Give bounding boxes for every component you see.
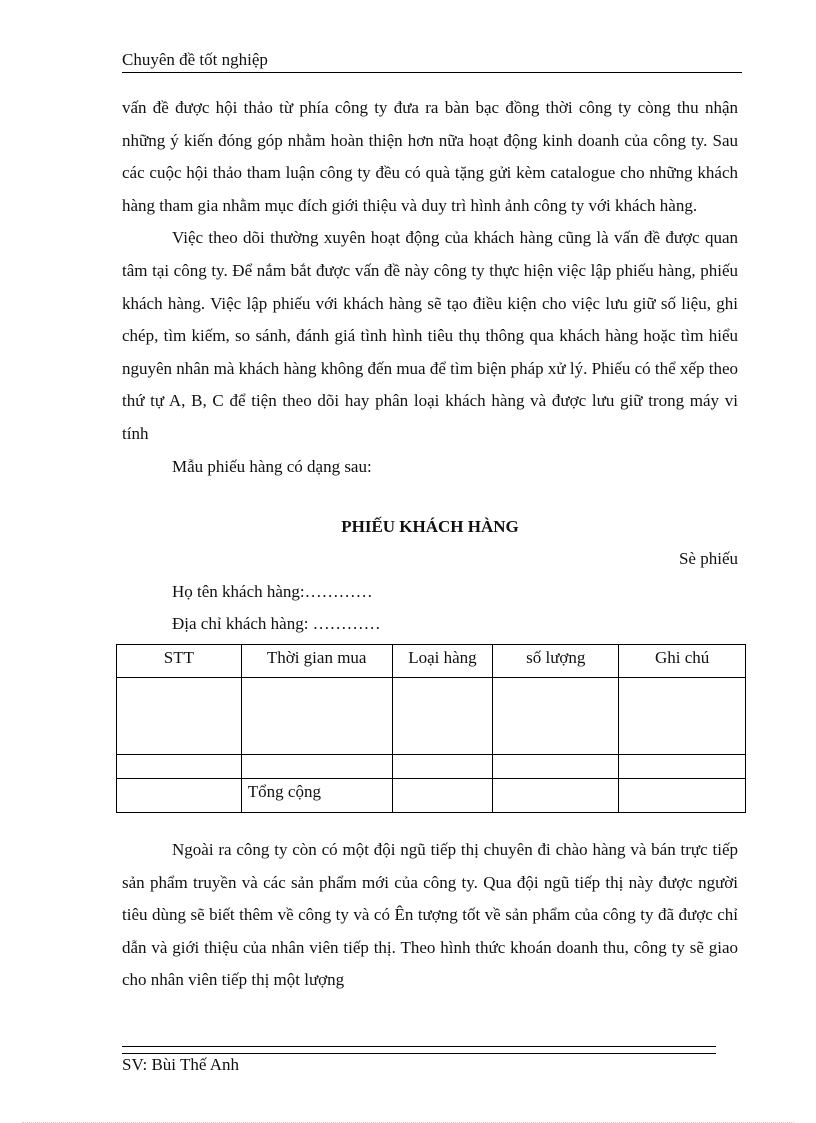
column-header-quantity: số lượng (493, 645, 619, 678)
table-cell (619, 678, 746, 755)
table-total-row (117, 779, 746, 813)
body-text-top (122, 92, 738, 483)
table-cell (392, 779, 493, 813)
paragraph: Việc theo dõi thường xuyên hoạt động của khách hàng cũng là vấn đề được quan tâm tại công ty. Để nắm bắt được vấn đề này công ty thực hiện việc lập phiếu hàng, phiếu khách hàng. Việc lập phiếu với khách hàng sẽ tạo điều kiện cho việc lưu giữ số liệu, ghi chép, tìm kiếm, so sánh, đánh giá tình hình tiêu thụ thông qua khách hàng hoặc tìm hiểu nguyên nhân mà khách hàng không đến mua để tìm biện pháp xử lý. Phiếu có thể xếp theo thứ tự A, B, C để tiện theo dõi hay phân loại khách hàng và được lưu giữ trong máy vi tính (122, 228, 738, 443)
table-cell (392, 755, 493, 779)
paragraph: Ngoài ra công ty còn có một đội ngũ tiếp thị chuyên đi chào hàng và bán trực tiếp sản phẩm truyền và các sản phẩm mới của công ty. Qua đội ngũ tiếp thị này được người tiêu dùng sẽ biết thêm về công ty và có Ên tượng tốt về sản phẩm của công ty đã được chỉ dẫn và giới thiệu của nhân viên tiếp thị. Theo hình thức khoán doanh thu, công ty sẽ giao cho nhân viên tiếp thị một lượng (122, 840, 738, 990)
column-header-stt: STT (117, 645, 242, 678)
table-cell (117, 779, 242, 813)
column-header-notes: Ghi chú (619, 645, 746, 678)
table-cell (493, 678, 619, 755)
page-header (122, 48, 742, 73)
body-text-bottom (122, 834, 738, 997)
table-cell (619, 779, 746, 813)
paragraph: Mẫu phiếu hàng có dạng sau: (172, 456, 372, 476)
table-cell (392, 678, 493, 755)
table-cell (493, 779, 619, 813)
document-title: Chuyên đề tốt nghiệp (122, 50, 268, 69)
paragraph: vấn đề được hội thảo từ phía công ty đưa ra bàn bạc đồng thời công ty còng thu nhận những ý kiến đóng góp nhằm hoàn thiện hơn nữa hoạt động kinh doanh của công ty. Sau các cuộc hội thảo tham luận công ty đều có quà tặng gửi kèm catalogue cho những khách hàng tham gia nhằm mục đích giới thiệu và duy trì hình ảnh công ty với khách hàng. (122, 98, 738, 215)
table-cell (619, 755, 746, 779)
column-header-purchase-time: Thời gian mua (241, 645, 392, 678)
form-number-label: Sè phiếu (678, 549, 738, 568)
table-cell (117, 755, 242, 779)
customer-form-table (116, 644, 746, 813)
table-cell (241, 755, 392, 779)
column-header-goods-type: Loại hàng (392, 645, 493, 678)
form-title: PHIẾU KHÁCH HÀNG (341, 517, 519, 536)
table-header-row (117, 645, 746, 678)
table-row (117, 678, 746, 755)
footer-author: SV: Bùi Thế Anh (122, 1055, 239, 1074)
table-cell (241, 678, 392, 755)
customer-name-field: Họ tên khách hàng:………… (172, 582, 373, 601)
table-cell (493, 755, 619, 779)
total-label: Tổng cộng (241, 779, 392, 813)
customer-address-field: Địa chỉ khách hàng: ………… (172, 614, 381, 633)
table-cell (117, 678, 242, 755)
table-row (117, 755, 746, 779)
